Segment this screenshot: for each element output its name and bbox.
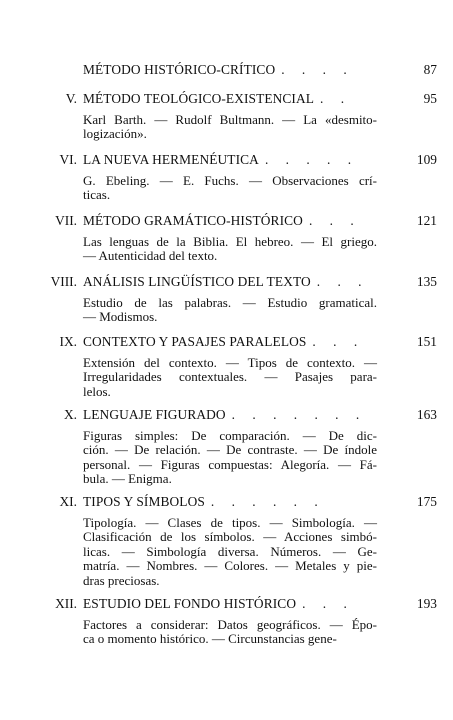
summary-line: Extensión del contexto. — Tipos de contexto. —: [83, 355, 377, 370]
page-number: 121: [416, 213, 437, 228]
toc-entry-heading: [0, 332, 453, 352]
summary-line: Las lenguas de la Biblia. El hebreo. — El griego.: [83, 234, 377, 249]
summary-line: licas. — Simbología diversa. Números. — Ge-: [83, 543, 377, 559]
chapter-title-text: LENGUAJE FIGURADO: [83, 407, 226, 422]
leader-dots: . . . . . .: [210, 494, 325, 509]
summary-line: Tipología. — Clases de tipos. — Simbología. —: [83, 515, 377, 530]
chapter-title: [83, 211, 391, 231]
chapter-number: VII.: [55, 213, 77, 228]
page-number: 135: [416, 274, 437, 289]
summary-line: Karl Barth. — Rudolf Bultmann. — La «desmito-: [83, 112, 377, 127]
leader-dots: . . .: [302, 596, 354, 611]
chapter-title-text: MÉTODO GRAMÁTICO-HISTÓRICO: [83, 213, 303, 228]
toc-entry: [0, 492, 453, 588]
toc-entry-heading: [0, 272, 453, 292]
summary-line: lelos.: [83, 383, 111, 399]
chapter-summary: [83, 429, 377, 487]
chapter-number: XII.: [55, 596, 77, 611]
summary-line: Figuras simples: De comparación. — De dic-: [83, 428, 377, 443]
toc-entry-heading: [0, 60, 453, 80]
toc-entry: [0, 150, 453, 203]
leader-dots: . . .: [312, 334, 365, 349]
toc-entry: [0, 211, 453, 264]
chapter-title-text: ANÁLISIS LINGÜÍSTICO DEL TEXTO: [83, 274, 311, 289]
chapter-title: [83, 332, 391, 352]
chapter-title: [83, 272, 391, 292]
toc-entry-heading: [0, 211, 453, 231]
page-number: 95: [423, 91, 437, 106]
page-number: 109: [416, 152, 437, 167]
toc-entry-heading: [0, 492, 453, 512]
summary-line: personal. — Figuras compuestas: Alegoría. — Fá-: [83, 456, 377, 472]
summary-line: logización».: [83, 126, 147, 142]
chapter-title: [83, 89, 391, 109]
summary-line: G. Ebeling. — E. Fuchs. — Observaciones crí-: [83, 173, 377, 188]
summary-line: bula. — Enigma.: [83, 471, 172, 487]
summary-line: Estudio de las palabras. — Estudio gramatical.: [83, 295, 377, 310]
chapter-summary: [83, 235, 377, 264]
summary-line: — Modismos.: [83, 309, 158, 325]
summary-line: matría. — Nombres. — Colores. — Metales y pie-: [83, 558, 377, 574]
chapter-title: [83, 60, 391, 80]
page-number: 87: [423, 62, 437, 77]
chapter-summary: [83, 174, 377, 203]
chapter-title-text: MÉTODO TEOLÓGICO-EXISTENCIAL: [83, 91, 315, 106]
summary-line: Irregularidades contextuales. — Pasajes para-: [83, 369, 377, 385]
chapter-number: XI.: [59, 494, 77, 509]
page-number: 193: [416, 596, 437, 611]
toc-entry: [0, 405, 453, 487]
toc-entry: [0, 89, 453, 142]
summary-line: ticas.: [83, 187, 111, 203]
chapter-title-text: CONTEXTO Y PASAJES PARALELOS: [83, 334, 307, 349]
chapter-summary: [83, 516, 377, 588]
chapter-title-text: MÉTODO HISTÓRICO-CRÍTICO: [83, 62, 276, 77]
chapter-title: [83, 492, 391, 512]
summary-line: dras preciosas.: [83, 572, 160, 588]
toc-entry: [0, 272, 453, 325]
leader-dots: . . . . .: [264, 152, 359, 167]
chapter-summary: [83, 113, 377, 142]
summary-line: ción. — De relación. — De contraste. — De índole: [83, 442, 377, 458]
leader-dots: . . . .: [281, 62, 354, 77]
chapter-title: [83, 594, 391, 614]
chapter-title-text: TIPOS Y SÍMBOLOS: [83, 494, 205, 509]
toc-entry-heading: [0, 150, 453, 170]
toc-entry-heading: [0, 594, 453, 614]
page-number: 163: [416, 407, 437, 422]
chapter-number: VIII.: [50, 274, 77, 289]
chapter-summary: [83, 356, 377, 399]
leader-dots: . . .: [308, 213, 361, 228]
summary-line: ca o momento histórico. — Circunstancias gene-: [83, 631, 337, 647]
chapter-number: VI.: [59, 152, 77, 167]
leader-dots: . . . . . . .: [231, 407, 367, 422]
chapter-title: [83, 405, 391, 425]
chapter-number: IX.: [59, 334, 77, 349]
toc-entry-heading: [0, 405, 453, 425]
chapter-title: [83, 150, 391, 170]
chapter-summary: [83, 618, 377, 647]
leader-dots: . .: [320, 91, 352, 106]
chapter-title-text: LA NUEVA HERMENÉUTICA: [83, 152, 259, 167]
chapter-summary: [83, 296, 377, 325]
summary-line: — Autenticidad del texto.: [83, 248, 218, 264]
summary-line: Clasificación de los símbolos. — Acciones simbó-: [83, 529, 377, 545]
toc-entry: [0, 332, 453, 399]
chapter-number: X.: [63, 407, 77, 422]
toc-entry-heading: [0, 89, 453, 109]
page-number: 175: [416, 494, 437, 509]
chapter-title-text: ESTUDIO DEL FONDO HISTÓRICO: [83, 596, 297, 611]
page-number: 151: [416, 334, 437, 349]
chapter-number: V.: [65, 91, 77, 106]
leader-dots: . . .: [316, 274, 369, 289]
summary-line: Factores a considerar: Datos geográficos. — Épo-: [83, 617, 377, 632]
toc-entry: [0, 594, 453, 647]
toc-entry: [0, 60, 453, 80]
